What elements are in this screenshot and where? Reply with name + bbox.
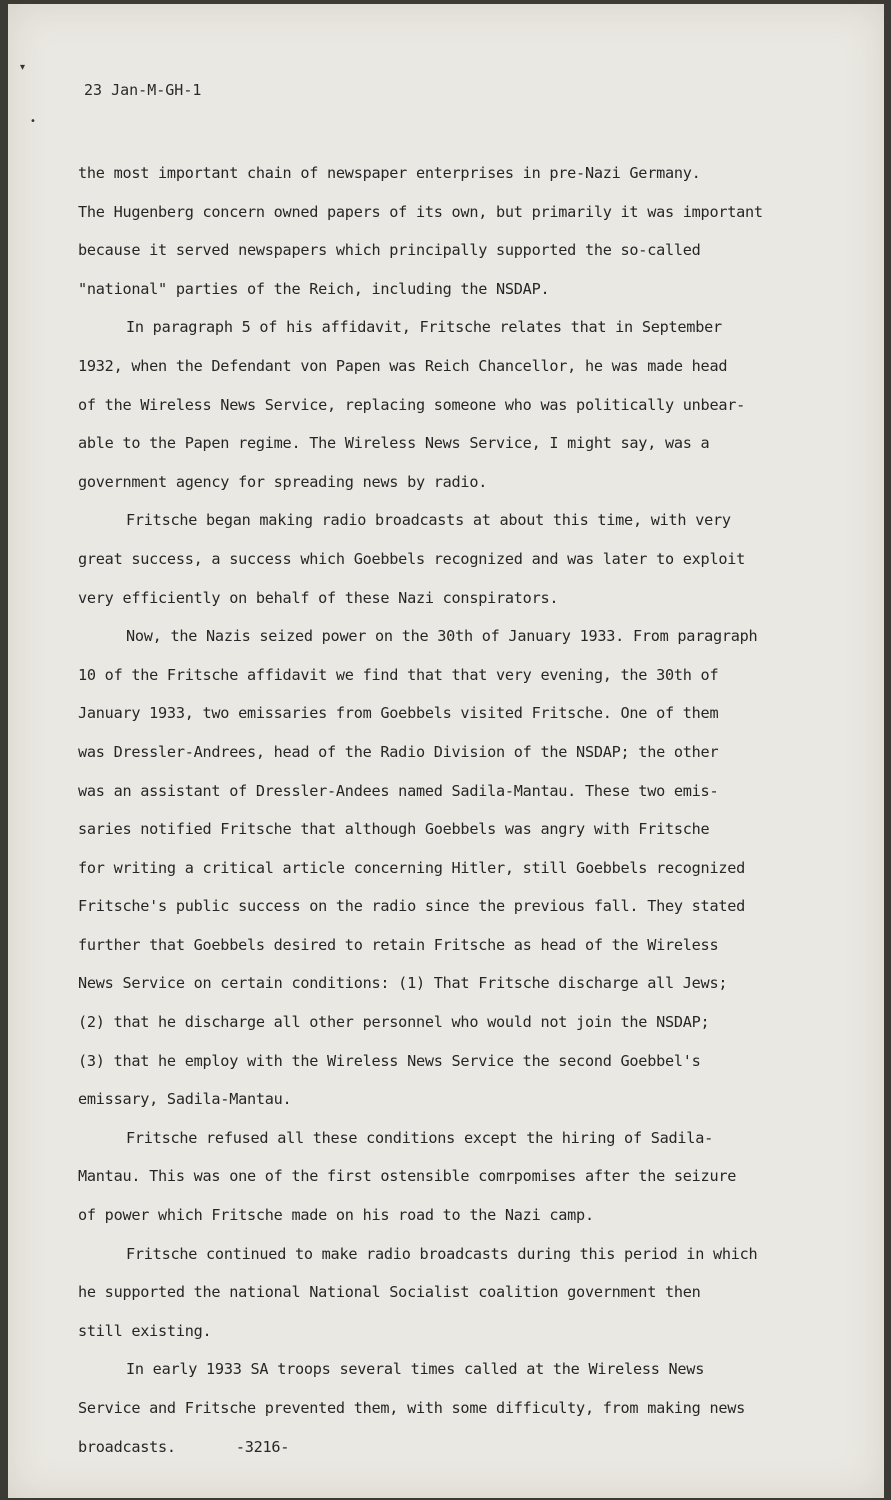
text-line: Fritsche's public success on the radio since the previous fall. They stated <box>78 897 746 916</box>
text-line: "national" parties of the Reich, including the NSDAP. <box>78 279 550 298</box>
text-line: saries notified Fritsche that although Goebbels was angry with Fritsche <box>78 820 710 839</box>
text-line: great success, a success which Goebbels recognized and was later to exploit <box>78 549 746 568</box>
text-line: (3) that he employ with the Wireless News Service the second Goebbel's <box>78 1051 701 1070</box>
page-number: -3216- <box>235 1437 290 1456</box>
text-line: broadcasts. -3216- <box>78 1437 290 1456</box>
text-line: Fritsche refused all these conditions except the hiring of Sadila- <box>126 1128 713 1147</box>
document-body <box>78 154 838 1466</box>
text-line: Mantau. This was one of the first ostensible comrpomises after the seizure <box>78 1167 737 1186</box>
text-line: because it served newspapers which principally supported the so-called <box>78 241 701 260</box>
text-line: In paragraph 5 of his affidavit, Fritsche relates that in September <box>126 318 722 337</box>
text-line: 10 of the Fritsche affidavit we find that that very evening, the 30th of <box>78 665 719 684</box>
text-line: was Dressler-Andrees, head of the Radio Division of the NSDAP; the other <box>78 742 719 761</box>
text-line: of power which Fritsche made on his road to the Nazi camp. <box>78 1206 594 1225</box>
text-line: emissary, Sadila-Mantau. <box>78 1090 292 1109</box>
text-line: the most important chain of newspaper enterprises in pre-Nazi Germany. <box>78 164 701 182</box>
text-line: government agency for spreading news by radio. <box>78 472 488 491</box>
text-line: Service and Fritsche prevented them, with some difficulty, from making news <box>78 1399 746 1417</box>
paragraph <box>78 154 838 308</box>
text-line: The Hugenberg concern owned papers of its own, but primarily it was important <box>78 202 763 221</box>
margin-mark: ▾ <box>20 62 26 73</box>
text-line: still existing. <box>78 1321 212 1340</box>
text-line: of the Wireless News Service, replacing someone who was politically unbear- <box>78 395 746 414</box>
document-reference: 23 Jan-M-GH-1 <box>84 81 202 99</box>
text-line: Fritsche continued to make radio broadcasts during this period in which <box>126 1244 758 1263</box>
text-line: News Service on certain conditions: (1) That Fritsche discharge all Jews; <box>78 974 728 993</box>
document-page <box>8 4 884 1498</box>
text-line: Now, the Nazis seized power on the 30th of January 1933. From paragraph <box>126 627 758 646</box>
text-line: Fritsche began making radio broadcasts at about this time, with very <box>126 511 731 530</box>
text-line: 1932, when the Defendant von Papen was Reich Chancellor, he was made head <box>78 356 728 375</box>
text-line: he supported the national National Socialist coalition government then <box>78 1283 701 1302</box>
margin-dot: • <box>30 116 36 127</box>
paragraph <box>78 1235 838 1351</box>
text-line: In early 1933 SA troops several times called at the Wireless News <box>126 1360 705 1379</box>
paragraph <box>78 617 838 1119</box>
text-line: January 1933, two emissaries from Goebbels visited Fritsche. One of them <box>78 704 719 723</box>
text-line: for writing a critical article concerning Hitler, still Goebbels recognized <box>78 858 746 877</box>
paragraph <box>78 1350 838 1466</box>
text-line: able to the Papen regime. The Wireless News Service, I might say, was a <box>78 434 710 453</box>
text-line: was an assistant of Dressler-Andees named Sadila-Mantau. These two emis- <box>78 781 719 800</box>
paragraph <box>78 308 838 501</box>
paragraph <box>78 1119 838 1235</box>
text-line: very efficiently on behalf of these Nazi conspirators. <box>78 588 559 607</box>
text-line: further that Goebbels desired to retain Fritsche as head of the Wireless <box>78 935 719 954</box>
text-line: (2) that he discharge all other personnel who would not join the NSDAP; <box>78 1013 710 1032</box>
paragraph <box>78 501 838 617</box>
